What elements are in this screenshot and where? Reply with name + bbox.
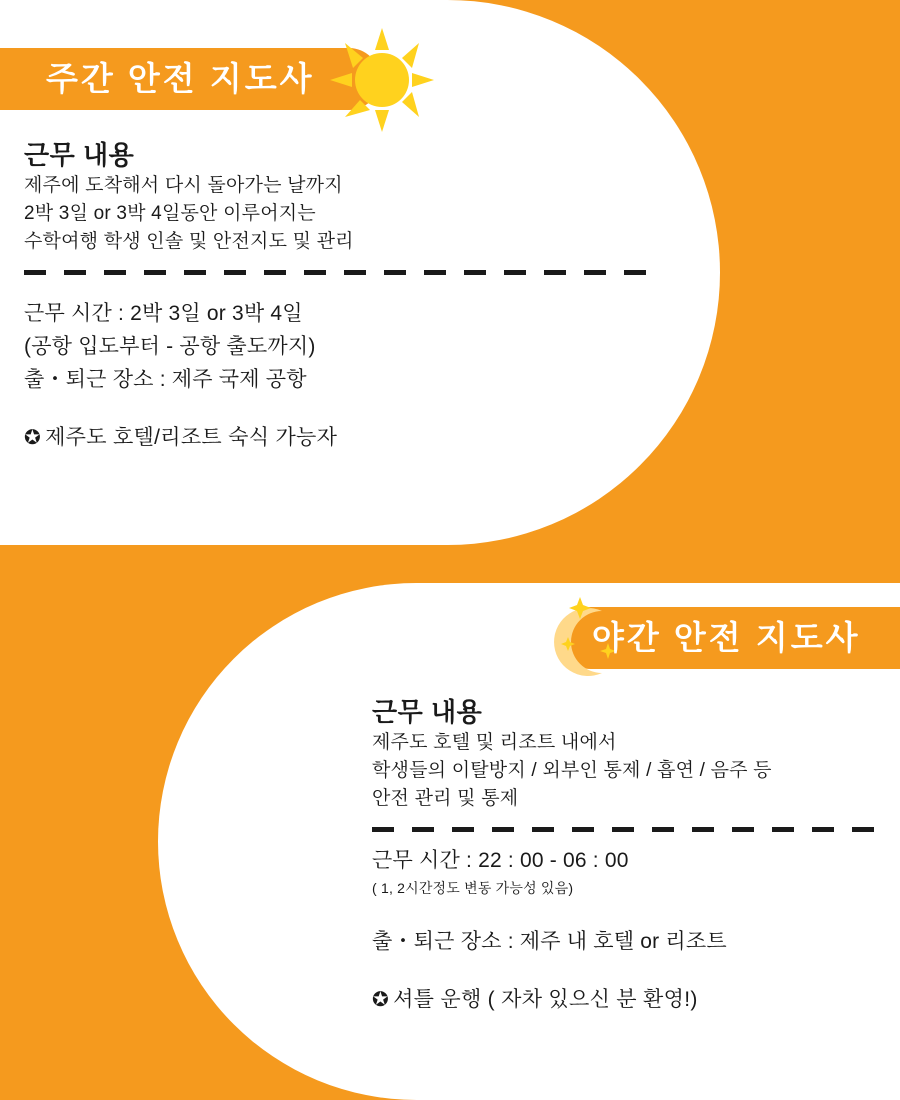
night-duty-line-2: 학생들의 이탈방지 / 외부인 통제 / 흡연 / 음주 등 [372, 760, 772, 781]
night-duty-heading: 근무 내용 [372, 697, 483, 727]
day-time-line-2: (공항 입도부터 - 공항 출도까지) [24, 335, 316, 358]
night-duty-line-1: 제주도 호텔 및 리조트 내에서 [372, 732, 617, 753]
night-note [372, 984, 892, 1016]
day-note [24, 422, 664, 454]
day-duty-line-1: 제주에 도착해서 다시 돌아가는 날까지 [24, 175, 343, 196]
night-divider [372, 827, 892, 832]
night-duty-line-3: 안전 관리 및 통제 [372, 788, 519, 809]
day-time-line-1: 근무 시간 : 2박 3일 or 3박 4일 [24, 302, 303, 325]
star-icon: ✪ [372, 989, 390, 1011]
night-body [372, 695, 892, 1016]
day-title: 주간 안전 지도사 [46, 60, 315, 97]
night-note-text: 셔틀 운행 ( 자차 있으신 분 환영!) [393, 988, 698, 1011]
night-title: 야간 안전 지도사 [592, 619, 861, 656]
day-divider [24, 270, 664, 275]
day-duty-line-2: 2박 3일 or 3박 4일동안 이루어지는 [24, 203, 316, 224]
day-body [24, 138, 664, 454]
night-time-line: 근무 시간 : 22 : 00 - 06 : 00 [372, 849, 629, 872]
night-section [0, 545, 900, 1100]
day-duty-line-3: 수학여행 학생 인솔 및 안전지도 및 관리 [24, 231, 354, 252]
day-section [0, 0, 900, 545]
night-time-subnote: ( 1, 2시간정도 변동 가능성 있음) [372, 880, 574, 896]
day-note-text: 제주도 호텔/리조트 숙식 가능자 [45, 426, 338, 449]
day-duty-heading: 근무 내용 [24, 140, 135, 170]
star-icon: ✪ [24, 427, 42, 449]
night-place-line: 출・퇴근 장소 : 제주 내 호텔 or 리조트 [372, 930, 727, 953]
day-time-line-3: 출・퇴근 장소 : 제주 국제 공항 [24, 368, 307, 391]
